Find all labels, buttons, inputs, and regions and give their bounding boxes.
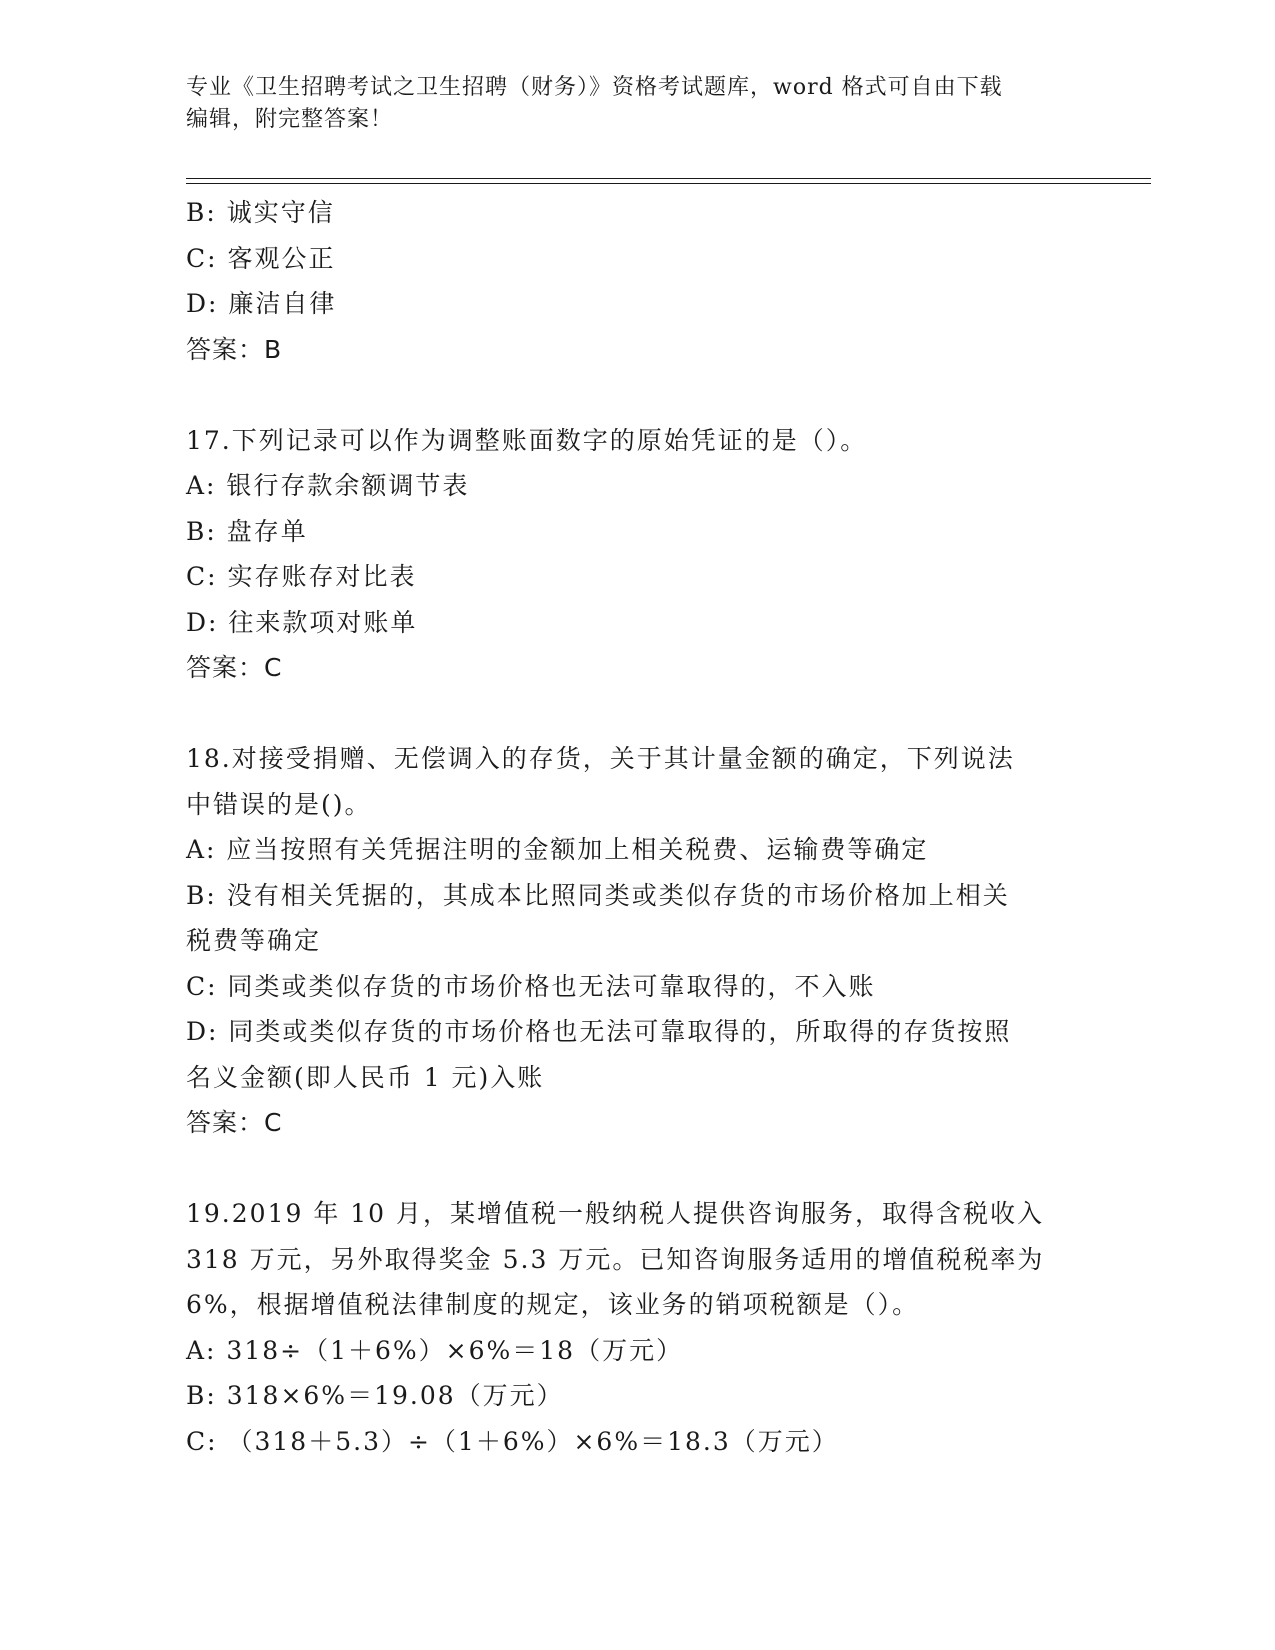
option-d-line-1: D: 同类或类似存货的市场价格也无法可靠取得的，所取得的存货按照 (186, 1017, 1012, 1046)
option-d-line-2: 名义金额(即人民币 1 元)入账 (186, 1062, 545, 1092)
option-a: A: 银行存款余额调节表 (186, 471, 470, 500)
header-divider-bottom (186, 183, 1151, 184)
header-line-2: 编辑，附完整答案！ (186, 107, 394, 132)
option-d: D: 往来款项对账单 (186, 607, 418, 637)
question-stem-line-2: 中错误的是()。 (186, 789, 372, 819)
document-header (186, 72, 1066, 136)
answer: 答案：B (186, 334, 283, 364)
option-c: C: 客观公正 (186, 243, 336, 273)
question-stem-line-3: 6%，根据增值税法律制度的规定，该业务的销项税额是（）。 (186, 1290, 920, 1319)
spacer (186, 372, 1081, 418)
question-stem: 17.下列记录可以作为调整账面数字的原始凭证的是（）。 (186, 425, 868, 455)
option-c: C: 同类或类似存货的市场价格也无法可靠取得的，不入账 (186, 971, 876, 1001)
header-divider-top (186, 178, 1151, 179)
option-b: B: 318×6%＝19.08（万元） (186, 1381, 564, 1410)
header-line-1: 专业《卫生招聘考试之卫生招聘（财务）》资格考试题库，word 格式可自由下载 (186, 75, 1003, 100)
option-d: D: 廉洁自律 (186, 289, 337, 318)
question-18 (186, 736, 1081, 1146)
question-list (186, 190, 1081, 1464)
question-stem-line-1: 19.2019 年 10 月，某增值税一般纳税人提供咨询服务，取得含税收入 (186, 1199, 1045, 1228)
question-17 (186, 418, 1081, 691)
question-16 (186, 190, 1081, 372)
spacer (186, 1146, 1081, 1192)
spacer (186, 691, 1081, 737)
option-a: A: 318÷（1＋6%）×6%＝18（万元） (186, 1335, 684, 1365)
option-b-line-1: B: 没有相关凭据的，其成本比照同类或类似存货的市场价格加上相关 (186, 880, 1010, 910)
option-c: C: （318＋5.3）÷（1＋6%）×6%＝18.3（万元） (186, 1426, 839, 1456)
option-b: B: 诚实守信 (186, 198, 335, 227)
question-stem-line-2: 318 万元，另外取得奖金 5.3 万元。已知咨询服务适用的增值税税率为 (186, 1244, 1045, 1274)
option-b-line-2: 税费等确定 (186, 926, 322, 955)
answer: 答案：C (186, 653, 283, 682)
option-c: C: 实存账存对比表 (186, 562, 417, 591)
question-19 (186, 1191, 1081, 1464)
answer: 答案：C (186, 1108, 283, 1137)
question-stem-line-1: 18.对接受捐赠、无偿调入的存货，关于其计量金额的确定，下列说法 (186, 744, 1015, 773)
option-a: A: 应当按照有关凭据注明的金额加上相关税费、运输费等确定 (186, 835, 929, 864)
option-b: B: 盘存单 (186, 516, 308, 546)
